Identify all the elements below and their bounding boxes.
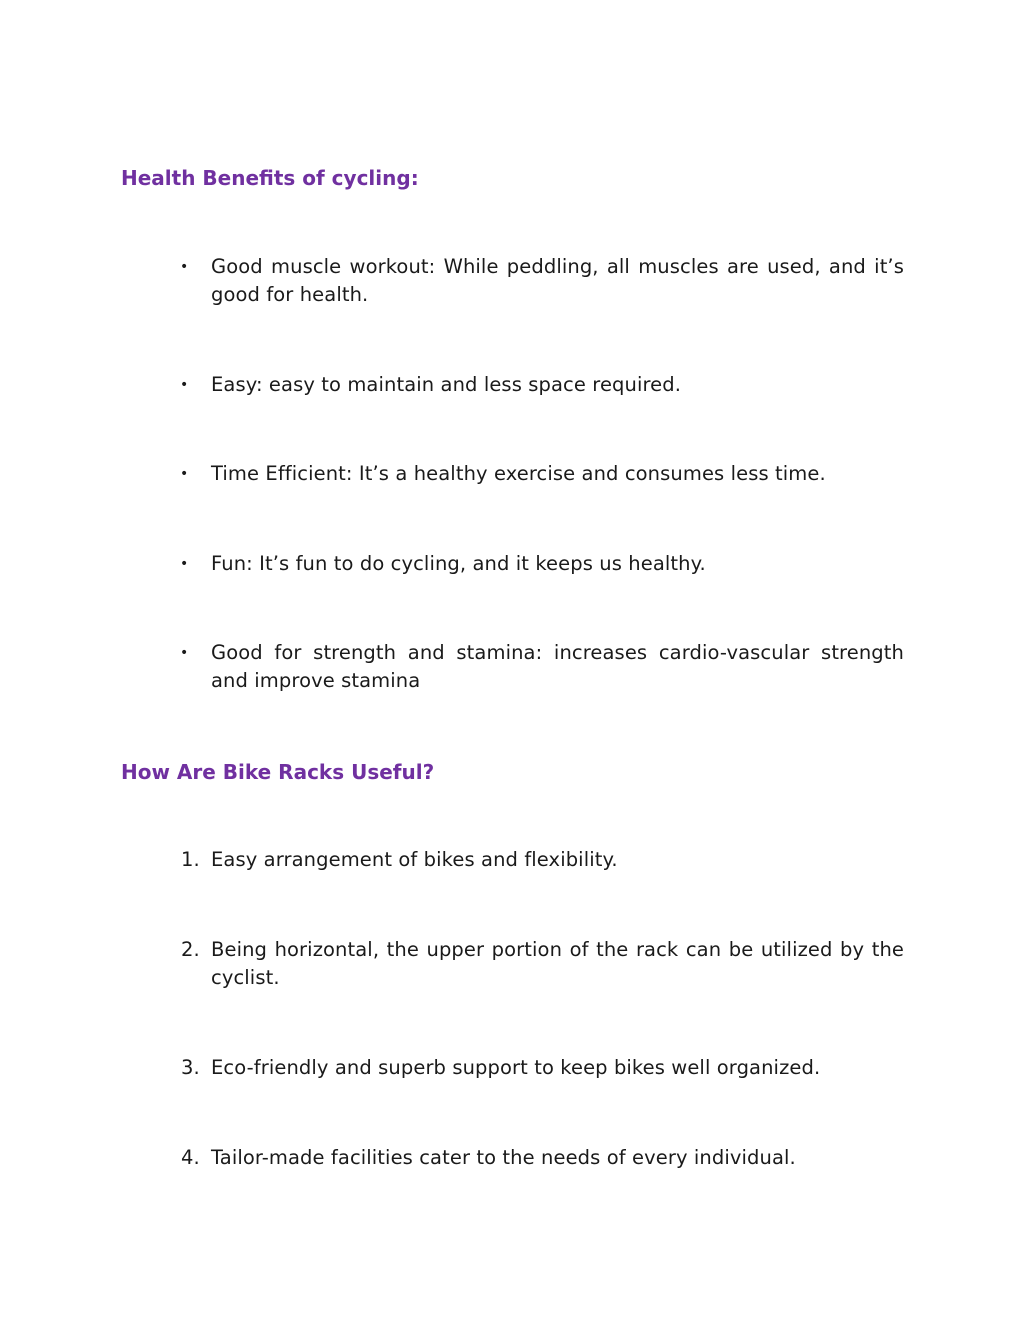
- bullet-marker: •: [180, 259, 189, 275]
- numbered-item: [168, 1054, 904, 1082]
- section-heading-bike-racks: How Are Bike Racks Useful?: [121, 760, 435, 784]
- number-marker: 1.: [181, 848, 200, 871]
- list-item-text: Easy: easy to maintain and less space required.: [211, 373, 682, 396]
- list-item: [168, 550, 904, 578]
- numbered-item: [168, 936, 904, 992]
- list-item: [168, 639, 904, 695]
- list-item-text: Time Efficient: It’s a healthy exercise and consumes less time.: [211, 462, 826, 485]
- list-item-text: Easy arrangement of bikes and flexibility.: [211, 848, 618, 871]
- list-item-text: Good for strength and stamina: increases cardio-vascular strength and improve stamina: [211, 641, 904, 692]
- bullet-marker: •: [180, 556, 189, 572]
- number-marker: 2.: [181, 938, 200, 961]
- list-item-text: Good muscle workout: While peddling, all muscles are used, and it’s good for health.: [211, 255, 904, 306]
- list-item-text: Tailor-made facilities cater to the needs of every individual.: [211, 1146, 796, 1169]
- list-item-text: Fun: It’s fun to do cycling, and it keeps us healthy.: [211, 552, 706, 575]
- number-marker: 4.: [181, 1146, 200, 1169]
- bullet-marker: •: [180, 466, 189, 482]
- list-item: [168, 371, 904, 399]
- numbered-item: [168, 1144, 904, 1172]
- bullet-marker: •: [180, 645, 189, 661]
- section-heading-health-benefits: Health Benefits of cycling:: [121, 166, 419, 190]
- list-item-text: Being horizontal, the upper portion of the rack can be utilized by the cyclist.: [211, 938, 904, 989]
- numbered-item: [168, 846, 904, 874]
- list-item: [168, 253, 904, 309]
- bullet-marker: •: [180, 377, 189, 393]
- list-item: [168, 460, 904, 488]
- number-marker: 3.: [181, 1056, 200, 1079]
- list-item-text: Eco-friendly and superb support to keep bikes well organized.: [211, 1056, 821, 1079]
